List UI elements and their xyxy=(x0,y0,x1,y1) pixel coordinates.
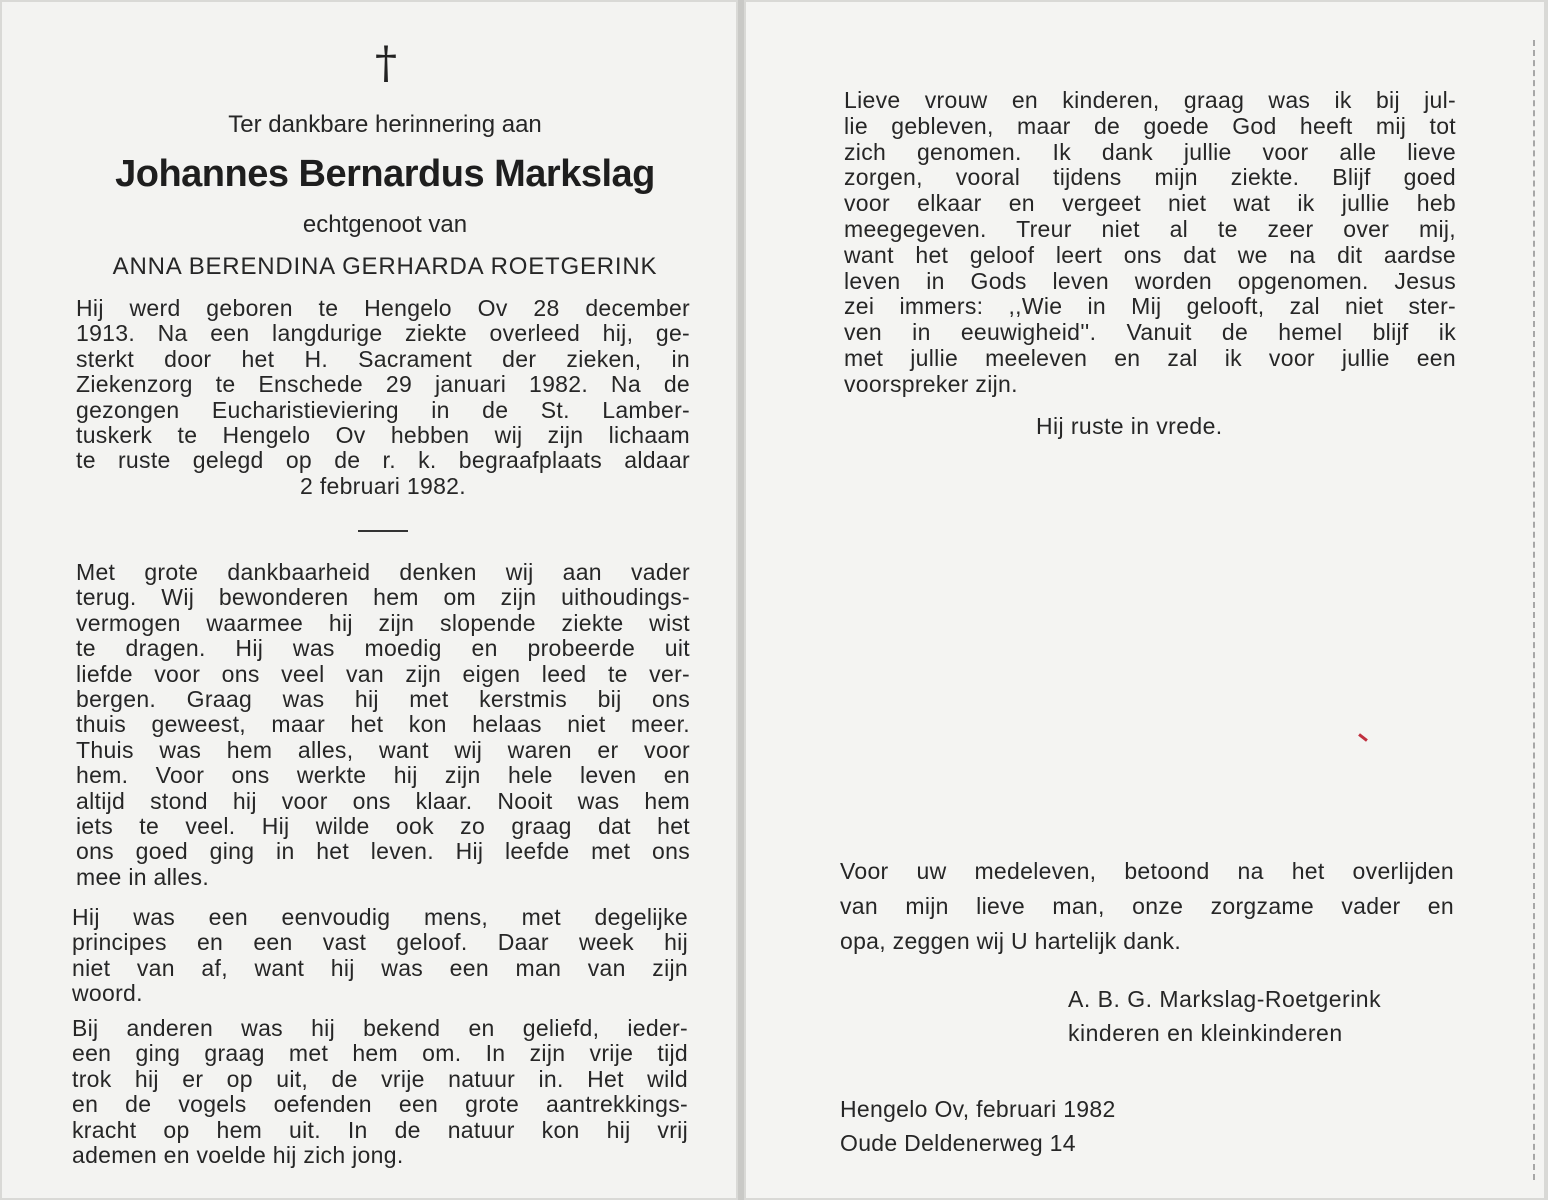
thanks-paragraph xyxy=(840,854,1454,959)
text-line: lie gebleven, maar de goede God heeft mij tot xyxy=(844,112,1456,139)
text-line: Hij was een eenvoudig mens, met degelijke xyxy=(72,904,688,930)
text-line: van mijn lieve man, onze zorgzame vader en xyxy=(840,893,1454,919)
text-line: ons goed ging in het leven. Hij leefde met ons xyxy=(76,838,690,865)
signer-family: kinderen en kleinkinderen xyxy=(1068,1020,1343,1046)
address: Oude Deldenerweg 14 xyxy=(840,1130,1076,1156)
text-line: woord. xyxy=(72,980,143,1007)
deceased-name: Johannes Bernardus Markslag xyxy=(115,153,655,195)
text-line: niet van af, want hij was een man van zijn xyxy=(72,954,688,981)
text-line: 1913. Na een langdurige ziekte overleed hij, ge- xyxy=(76,320,690,347)
section-divider xyxy=(358,530,408,532)
text-line: liefde voor ons veel van zijn eigen leed te ver- xyxy=(76,660,690,687)
text-line: Hij werd geboren te Hengelo Ov 28 december xyxy=(76,295,690,321)
text-line: en de vogels oefenden een grote aantrekkings- xyxy=(72,1091,688,1118)
text-line: met jullie meeleven en zal ik voor jullie een xyxy=(844,344,1456,371)
text-line: kracht op hem uit. In de natuur kon hij vrij xyxy=(72,1116,688,1143)
text-line: Voor uw medeleven, betoond na het overlijden xyxy=(840,858,1454,884)
text-line: want het geloof leert ons dat we na dit aardse xyxy=(844,241,1456,268)
text-line: te ruste gelegd op de r. k. begraafplaats aldaar xyxy=(76,447,690,474)
text-line: sterkt door het H. Sacrament der zieken, in xyxy=(76,345,690,372)
text-line: tuskerk te Hengelo Ov hebben wij zijn lichaam xyxy=(76,422,690,449)
farewell-letter xyxy=(844,88,1456,398)
text-line: Bij anderen was hij bekend en geliefd, ieder- xyxy=(72,1015,688,1041)
text-line: Thuis was hem alles, want wij waren er voor xyxy=(76,736,690,763)
tribute-paragraph-1 xyxy=(76,560,690,890)
text-line: iets te veel. Hij wilde ook zo graag dat het xyxy=(76,813,690,840)
text-line: thuis geweest, maar het kon helaas niet meer. xyxy=(76,711,690,738)
text-line: hem. Voor ons werkte hij zijn hele leven en xyxy=(76,762,690,789)
text-line: gezongen Eucharistieviering in de St. Lamber- xyxy=(76,396,690,423)
rest-in-peace: Hij ruste in vrede. xyxy=(1036,413,1223,439)
text-line: vermogen waarmee hij zijn slopende ziekte wist xyxy=(76,609,690,636)
text-line: zich genomen. Ik dank jullie voor alle lieve xyxy=(844,138,1456,165)
tribute-paragraph-3 xyxy=(72,1016,688,1168)
text-line: terug. Wij bewonderen hem om zijn uithoudings- xyxy=(76,584,690,611)
text-line: opa, zeggen wij U hartelijk dank. xyxy=(840,928,1182,954)
text-line: voorspreker zijn. xyxy=(844,370,1018,397)
text-line: 2 februari 1982. xyxy=(300,472,466,499)
biography-paragraph xyxy=(76,296,690,499)
text-line: meegegeven. Treur niet al te zeer over mij, xyxy=(844,215,1456,242)
tribute-paragraph-2 xyxy=(72,905,688,1007)
text-line: zorgen, vooral tijdens mijn ziekte. Blijf goed xyxy=(844,164,1456,191)
place-date: Hengelo Ov, februari 1982 xyxy=(840,1096,1116,1122)
spouse-name: ANNA BERENDINA GERHARDA ROETGERINK xyxy=(112,253,658,280)
text-line: Met grote dankbaarheid denken wij aan vader xyxy=(76,559,690,585)
signer-name: A. B. G. Markslag-Roetgerink xyxy=(1068,986,1382,1012)
text-line: Lieve vrouw en kinderen, graag was ik bij jul- xyxy=(844,87,1456,113)
text-line: leven in Gods leven worden opgenomen. Jesus xyxy=(844,267,1456,294)
text-line: mee in alles. xyxy=(76,863,210,890)
text-line: ademen en voelde hij zich jong. xyxy=(72,1142,404,1169)
text-line: altijd stond hij voor ons klaar. Nooit was hem xyxy=(76,787,690,814)
text-line: te dragen. Hij was moedig en probeerde uit xyxy=(76,635,690,662)
cross-icon: † xyxy=(375,38,397,89)
text-line: bergen. Graag was hij met kerstmis bij ons xyxy=(76,686,690,713)
intro-text: Ter dankbare herinnering aan xyxy=(228,111,542,138)
text-line: Ziekenzorg te Enschede 29 januari 1982. Na de xyxy=(76,371,690,398)
text-line: ven in eeuwigheid''. Vanuit de hemel blijf ik xyxy=(844,319,1456,346)
right-page-edge xyxy=(1533,40,1537,1180)
text-line: een ging graag met hem om. In zijn vrije tijd xyxy=(72,1040,688,1067)
card-fold xyxy=(738,0,744,1200)
text-line: voor elkaar en vergeet niet wat ik jullie heb xyxy=(844,190,1456,217)
text-line: trok hij er op uit, de vrije natuur in. Het wild xyxy=(72,1065,688,1092)
text-line: zei immers: ,,Wie in Mij gelooft, zal niet ster- xyxy=(844,293,1456,320)
spouse-label: echtgenoot van xyxy=(302,211,468,238)
text-line: principes en een vast geloof. Daar week hij xyxy=(72,929,688,956)
